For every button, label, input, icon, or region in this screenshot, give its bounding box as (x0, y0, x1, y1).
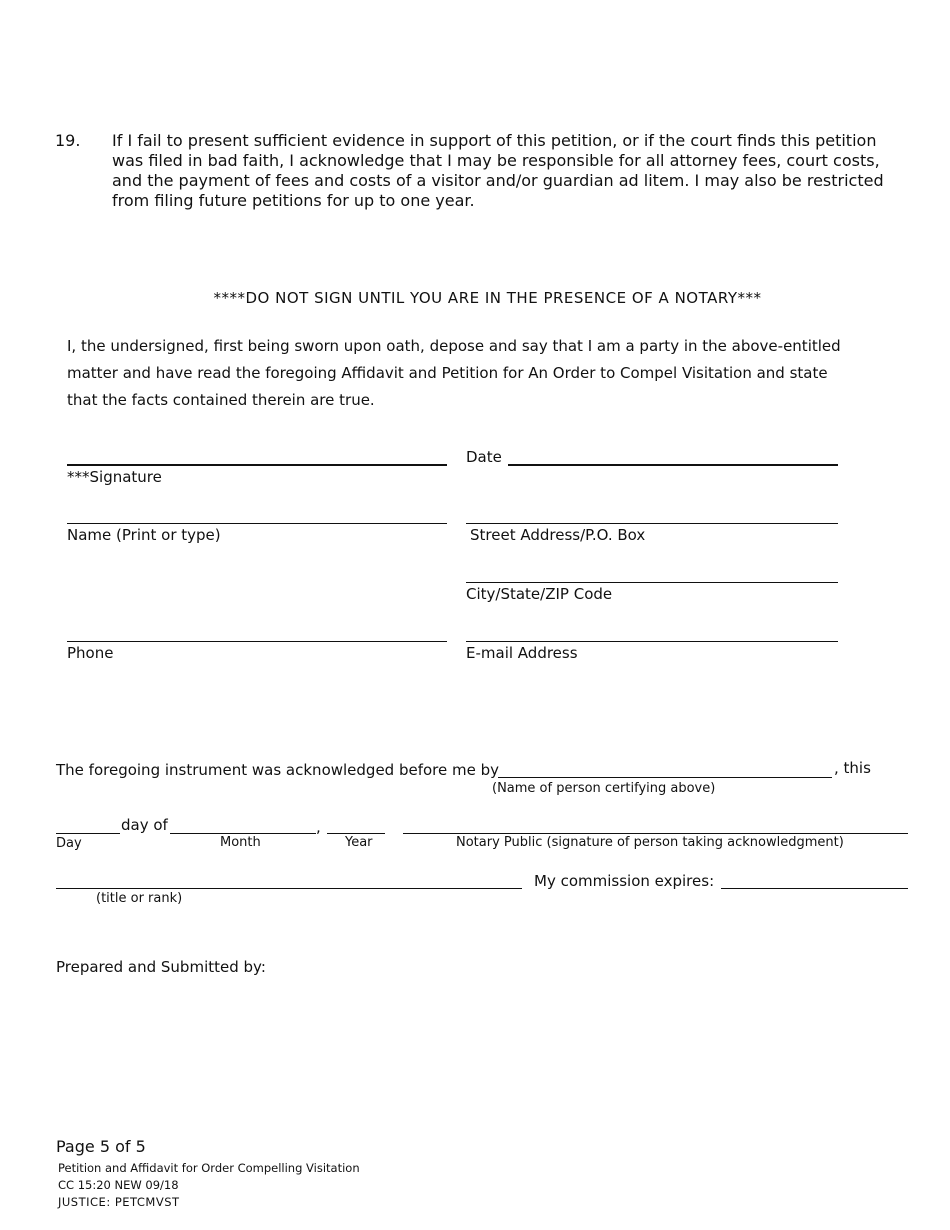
day-of-text: day of (121, 816, 168, 834)
commission-expires-label: My commission expires: (534, 872, 715, 890)
street-address-label: Street Address/P.O. Box (470, 526, 646, 544)
city-state-zip-line[interactable] (466, 582, 838, 583)
notary-warning: ****DO NOT SIGN UNTIL YOU ARE IN THE PRESENCE OF A NOTARY*** (213, 289, 762, 307)
commission-expires-line[interactable] (721, 888, 908, 889)
name-line[interactable] (67, 523, 447, 524)
day-label: Day (56, 836, 82, 851)
phone-line[interactable] (67, 641, 447, 642)
city-state-zip-label: City/State/ZIP Code (466, 585, 613, 603)
justice-code: JUSTICE: PETCMVST (58, 1195, 180, 1209)
date-line[interactable] (508, 464, 838, 466)
prepared-by-label: Prepared and Submitted by: (56, 958, 266, 976)
phone-label: Phone (67, 644, 114, 662)
certifier-name-hint: (Name of person certifying above) (492, 781, 716, 796)
email-label: E-mail Address (466, 644, 578, 662)
this-text: , this (834, 759, 871, 777)
title-rank-label: (title or rank) (96, 891, 183, 906)
item-number: 19. (55, 131, 81, 150)
title-rank-line[interactable] (56, 888, 522, 889)
day-line[interactable] (56, 833, 120, 834)
form-title: Petition and Affidavit for Order Compelling Visitation (58, 1161, 360, 1175)
certifier-name-line[interactable] (498, 777, 832, 778)
item-19-text: If I fail to present sufficient evidence in support of this petition, or if the court finds this petition was filed in bad faith, I acknowledge that I may be responsible for all attorney fees, court costs, and the payment of fees and costs of a visitor and/or guardian ad litem. I may also be restricted from filing future petitions for up to one year. (112, 131, 884, 210)
month-line[interactable] (170, 833, 316, 834)
notary-public-label: Notary Public (signature of person taking acknowledgment) (456, 835, 844, 850)
year-label: Year (345, 835, 373, 850)
oath-statement: I, the undersigned, first being sworn upon oath, depose and say that I am a party in the above-entitled matter and have read the foregoing Affidavit and Petition for An Order to Compel Visitation and state that the facts contained therein are true. (67, 337, 841, 409)
month-label: Month (220, 835, 261, 850)
acknowledgment-text: The foregoing instrument was acknowledged before me by (56, 761, 500, 779)
name-label: Name (Print or type) (67, 526, 221, 544)
street-address-line[interactable] (466, 523, 838, 524)
signature-line[interactable] (67, 464, 447, 466)
date-label: Date (466, 448, 502, 466)
notary-signature-line[interactable] (403, 833, 908, 834)
page-number: Page 5 of 5 (56, 1137, 146, 1156)
year-line[interactable] (327, 833, 385, 834)
form-code: CC 15:20 NEW 09/18 (58, 1178, 179, 1192)
signature-label: ***Signature (67, 468, 162, 486)
comma-text: , (316, 818, 321, 836)
email-line[interactable] (466, 641, 838, 642)
